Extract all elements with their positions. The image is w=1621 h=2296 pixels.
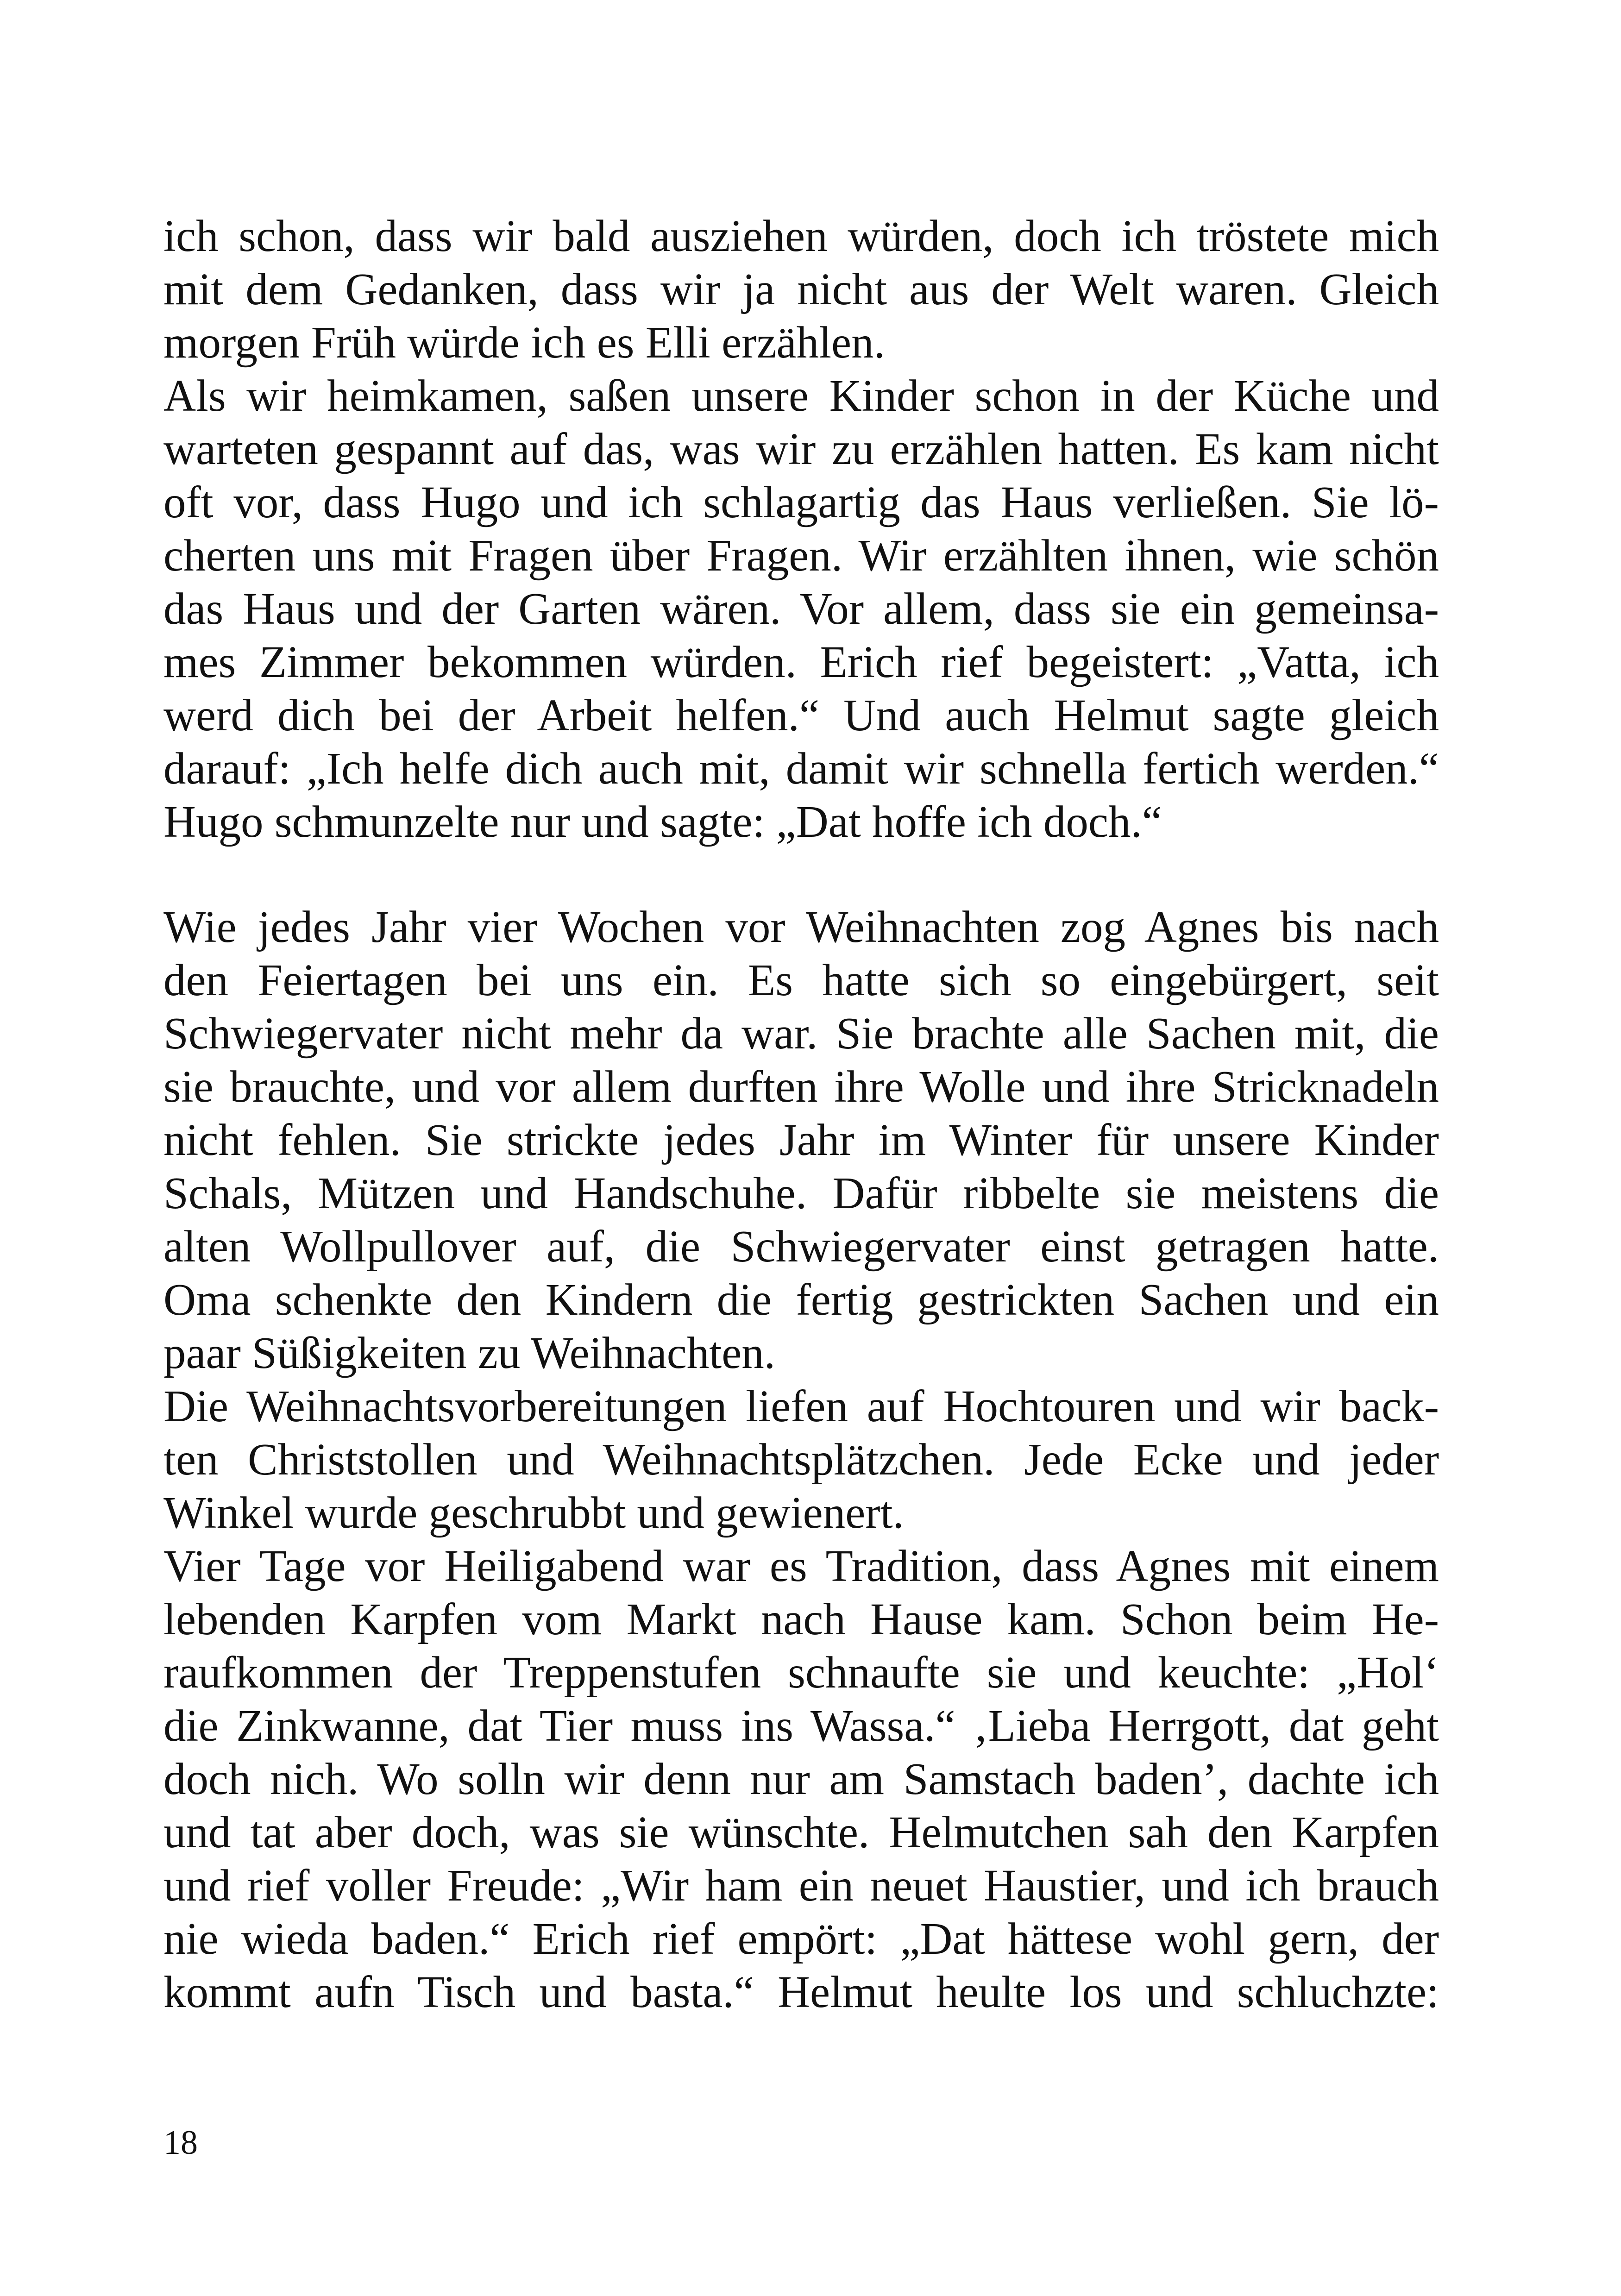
text-line: und rief voller Freude: „Wir ham ein neuet Haustier, und ich brauch [163,1861,1439,1910]
text-line: das Haus und der Garten wären. Vor allem, dass sie ein gemeinsa- [163,584,1439,634]
text-line: mit dem Gedanken, dass wir ja nicht aus der Welt waren. Gleich [163,264,1439,314]
text-line: warteten gespannt auf das, was wir zu erzählen hatten. Es kam nicht [163,424,1439,474]
text-line: ten Christstollen und Weihnachtsplätzchen. Jede Ecke und jeder [163,1435,1439,1484]
text-line: den Feiertagen bei uns ein. Es hatte sich so eingebürgert, seit [163,955,1439,1005]
text-line: werd dich bei der Arbeit helfen.“ Und auch Helmut sagte gleich [163,690,1439,740]
text-line: und tat aber doch, was sie wünschte. Helmutchen sah den Karpfen [163,1807,1439,1857]
text-line: morgen Früh würde ich es Elli erzählen. [163,318,885,367]
text-line: ich schon, dass wir bald ausziehen würden, doch ich tröstete mich [163,211,1439,261]
text-line: Wie jedes Jahr vier Wochen vor Weihnachten zog Agnes bis nach [163,902,1439,952]
text-line: lebenden Karpfen vom Markt nach Hause kam. Schon beim He- [163,1594,1439,1644]
text-line: mes Zimmer bekommen würden. Erich rief begeistert: „Vatta, ich [163,637,1439,687]
text-line: Schwiegervater nicht mehr da war. Sie brachte alle Sachen mit, die [163,1009,1439,1058]
text-line: Schals, Mützen und Handschuhe. Dafür ribbelte sie meistens die [163,1168,1439,1218]
text-line: cherten uns mit Fragen über Fragen. Wir erzählten ihnen, wie schön [163,531,1439,580]
text-line: oft vor, dass Hugo und ich schlagartig das Haus verließen. Sie lö- [163,477,1439,527]
text-line: nicht fehlen. Sie strickte jedes Jahr im Winter für unsere Kinder [163,1115,1439,1165]
text-line: raufkommen der Treppenstufen schnaufte sie und keuchte: „Hol‘ [163,1648,1439,1697]
text-line: sie brauchte, und vor allem durften ihre Wolle und ihre Stricknadeln [163,1062,1439,1111]
text-line: Oma schenkte den Kindern die fertig gestrickten Sachen und ein [163,1275,1439,1324]
text-line: nie wieda baden.“ Erich rief empört: „Dat hättese wohl gern, der [163,1914,1439,1964]
paragraph-gap [163,848,1439,900]
page-number: 18 [163,2124,198,2162]
text-line: doch nich. Wo solln wir denn nur am Samstach baden’, dachte ich [163,1754,1439,1804]
text-line: Als wir heimkamen, saßen unsere Kinder schon in der Küche und [163,371,1439,420]
text-line: Die Weihnachtsvorbereitungen liefen auf Hochtouren und wir back- [163,1381,1439,1431]
text-line: darauf: „Ich helfe dich auch mit, damit wir schnella fertich werden.“ [163,744,1439,793]
text-line: alten Wollpullover auf, die Schwiegervater einst getragen hatte. [163,1222,1439,1271]
body-text [163,209,1439,2019]
text-line: Hugo schmunzelte nur und sagte: „Dat hoffe ich doch.“ [163,797,1162,847]
text-line: Winkel wurde geschrubbt und gewienert. [163,1488,904,1537]
text-line: Vier Tage vor Heiligabend war es Tradition, dass Agnes mit einem [163,1541,1439,1591]
text-line: die Zinkwanne, dat Tier muss ins Wassa.“ ‚Lieba Herrgott, dat geht [163,1701,1439,1750]
text-line: paar Süßigkeiten zu Weihnachten. [163,1328,776,1378]
text-line: kommt aufn Tisch und basta.“ Helmut heulte los und schluchzte: [163,1967,1439,2017]
